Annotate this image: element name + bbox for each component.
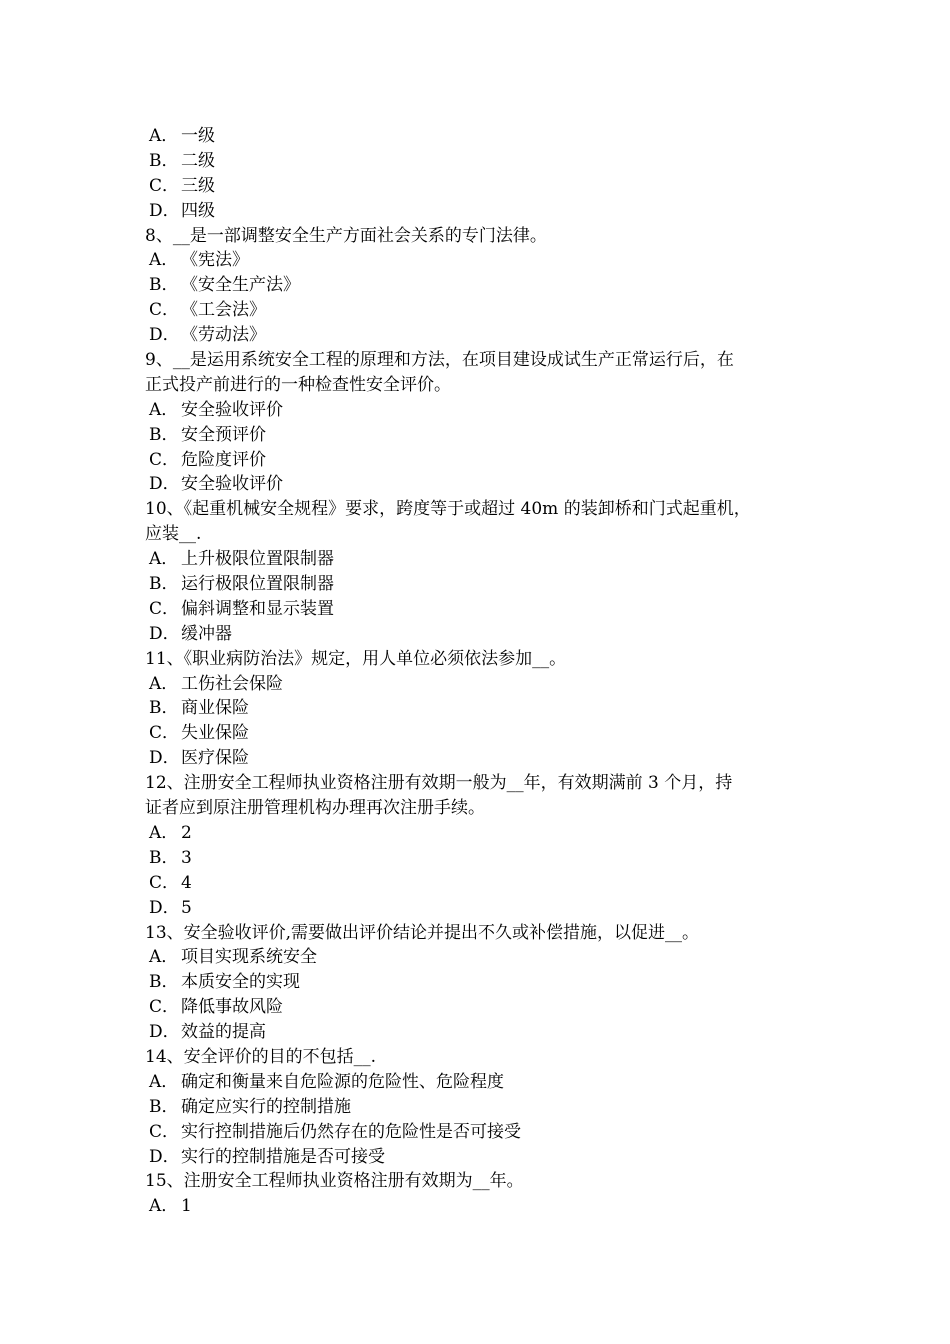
answer-option — [145, 721, 825, 746]
question-text: 8、__是一部调整安全生产方面社会关系的专门法律。 — [145, 225, 547, 246]
answer-option — [145, 572, 825, 597]
question-text: 15、注册安全工程师执业资格注册有效期为__年。 — [145, 1171, 524, 1192]
answer-option — [145, 298, 825, 323]
question-text: 证者应到原注册管理机构办理再次注册手续。 — [145, 798, 485, 819]
option-text: 本质安全的实现 — [181, 972, 300, 993]
option-letter: B． — [149, 424, 179, 445]
option-letter: D． — [149, 748, 180, 769]
option-letter: B． — [149, 275, 179, 296]
answer-option — [145, 323, 825, 348]
question-text: 14、安全评价的目的不包括__. — [145, 1046, 377, 1067]
option-letter: D． — [149, 1022, 180, 1043]
option-text: 2 — [181, 822, 192, 843]
answer-option — [145, 1120, 825, 1145]
answer-option — [145, 1095, 825, 1120]
option-text: 失业保险 — [181, 723, 249, 744]
answer-option — [145, 248, 825, 273]
answer-option — [145, 124, 825, 149]
option-text: 5 — [181, 897, 192, 918]
option-letter: C． — [149, 723, 180, 744]
answer-option — [145, 622, 825, 647]
option-letter: A． — [149, 673, 179, 694]
option-text: 运行极限位置限制器 — [181, 574, 334, 595]
option-letter: A． — [149, 822, 179, 843]
option-letter: C． — [149, 872, 180, 893]
option-letter: D． — [149, 325, 180, 346]
option-letter: A． — [149, 1196, 179, 1217]
answer-option — [145, 423, 825, 448]
option-text: 项目实现系统安全 — [181, 947, 317, 968]
answer-option — [145, 672, 825, 697]
question-text: 应装__. — [145, 524, 202, 545]
answer-option — [145, 995, 825, 1020]
option-text: 实行控制措施后仍然存在的危险性是否可接受 — [181, 1121, 521, 1142]
question-text: 12、注册安全工程师执业资格注册有效期一般为__年，有效期满前 3 个月，持 — [145, 773, 733, 794]
option-letter: D． — [149, 623, 180, 644]
option-text: 确定和衡量来自危险源的危险性、危险程度 — [181, 1071, 504, 1092]
option-letter: B． — [149, 847, 179, 868]
document-body — [145, 124, 825, 1219]
answer-option — [145, 970, 825, 995]
answer-option — [145, 1145, 825, 1170]
answer-option — [145, 945, 825, 970]
option-text: 一级 — [181, 126, 215, 146]
option-text: 《劳动法》 — [181, 325, 266, 346]
option-letter: B． — [149, 150, 179, 171]
answer-option — [145, 448, 825, 473]
answer-option — [145, 846, 825, 871]
option-text: 工伤社会保险 — [181, 673, 283, 694]
option-letter: B． — [149, 1096, 179, 1117]
option-text: 医疗保险 — [181, 748, 249, 769]
answer-option — [145, 746, 825, 771]
option-letter: C． — [149, 997, 180, 1018]
option-text: 缓冲器 — [181, 623, 232, 644]
option-text: 《安全生产法》 — [181, 275, 300, 296]
option-letter: A． — [149, 399, 179, 420]
option-letter: B． — [149, 698, 179, 719]
option-text: 确定应实行的控制措施 — [181, 1096, 351, 1117]
option-text: 偏斜调整和显示装置 — [181, 598, 334, 619]
option-letter: D． — [149, 1146, 180, 1167]
answer-option — [145, 896, 825, 921]
option-text: 降低事故风险 — [181, 997, 283, 1018]
answer-option — [145, 597, 825, 622]
option-letter: C． — [149, 175, 180, 196]
answer-option — [145, 199, 825, 224]
option-letter: A． — [149, 250, 179, 271]
option-letter: A． — [149, 1071, 179, 1092]
answer-option — [145, 871, 825, 896]
option-letter: A． — [149, 126, 179, 146]
option-text: 《工会法》 — [181, 300, 266, 321]
answer-option — [145, 273, 825, 298]
option-letter: C． — [149, 1121, 180, 1142]
option-text: 3 — [181, 847, 192, 868]
option-letter: B． — [149, 574, 179, 595]
option-text: 商业保险 — [181, 698, 249, 719]
option-text: 上升极限位置限制器 — [181, 549, 334, 570]
option-text: 安全预评价 — [181, 424, 266, 445]
answer-option — [145, 1070, 825, 1095]
question-text: 10、《起重机械安全规程》要求，跨度等于或超过 40m 的装卸桥和门式起重机， — [145, 499, 751, 520]
option-text: 安全验收评价 — [181, 399, 283, 420]
option-text: 四级 — [181, 200, 215, 221]
question-text: 13、安全验收评价,需要做出评价结论并提出不久或补偿措施，以促进__。 — [145, 922, 700, 943]
answer-option — [145, 821, 825, 846]
answer-option — [145, 1194, 825, 1219]
option-letter: D． — [149, 474, 180, 495]
question-text: 11、《职业病防治法》规定，用人单位必须依法参加__。 — [145, 648, 567, 669]
option-text: 4 — [181, 872, 192, 893]
answer-option — [145, 1020, 825, 1045]
answer-option — [145, 398, 825, 423]
answer-option — [145, 696, 825, 721]
option-text: 1 — [181, 1196, 192, 1217]
option-text: 安全验收评价 — [181, 474, 283, 495]
option-text: 效益的提高 — [181, 1022, 266, 1043]
option-text: 二级 — [181, 150, 215, 171]
option-letter: B． — [149, 972, 179, 993]
answer-option — [145, 174, 825, 199]
answer-option — [145, 472, 825, 497]
option-letter: C． — [149, 300, 180, 321]
answer-option — [145, 547, 825, 572]
option-text: 三级 — [181, 175, 215, 196]
answer-option — [145, 149, 825, 174]
option-letter: D． — [149, 897, 180, 918]
option-text: 《宪法》 — [181, 250, 249, 271]
option-letter: A． — [149, 549, 179, 570]
question-text: 正式投产前进行的一种检查性安全评价。 — [145, 374, 451, 395]
question-text: 9、__是运用系统安全工程的原理和方法，在项目建设成试生产正常运行后，在 — [145, 350, 734, 371]
option-letter: D． — [149, 200, 180, 221]
option-text: 危险度评价 — [181, 449, 266, 470]
option-letter: C． — [149, 449, 180, 470]
option-letter: C． — [149, 598, 180, 619]
option-text: 实行的控制措施是否可接受 — [181, 1146, 385, 1167]
option-letter: A． — [149, 947, 179, 968]
